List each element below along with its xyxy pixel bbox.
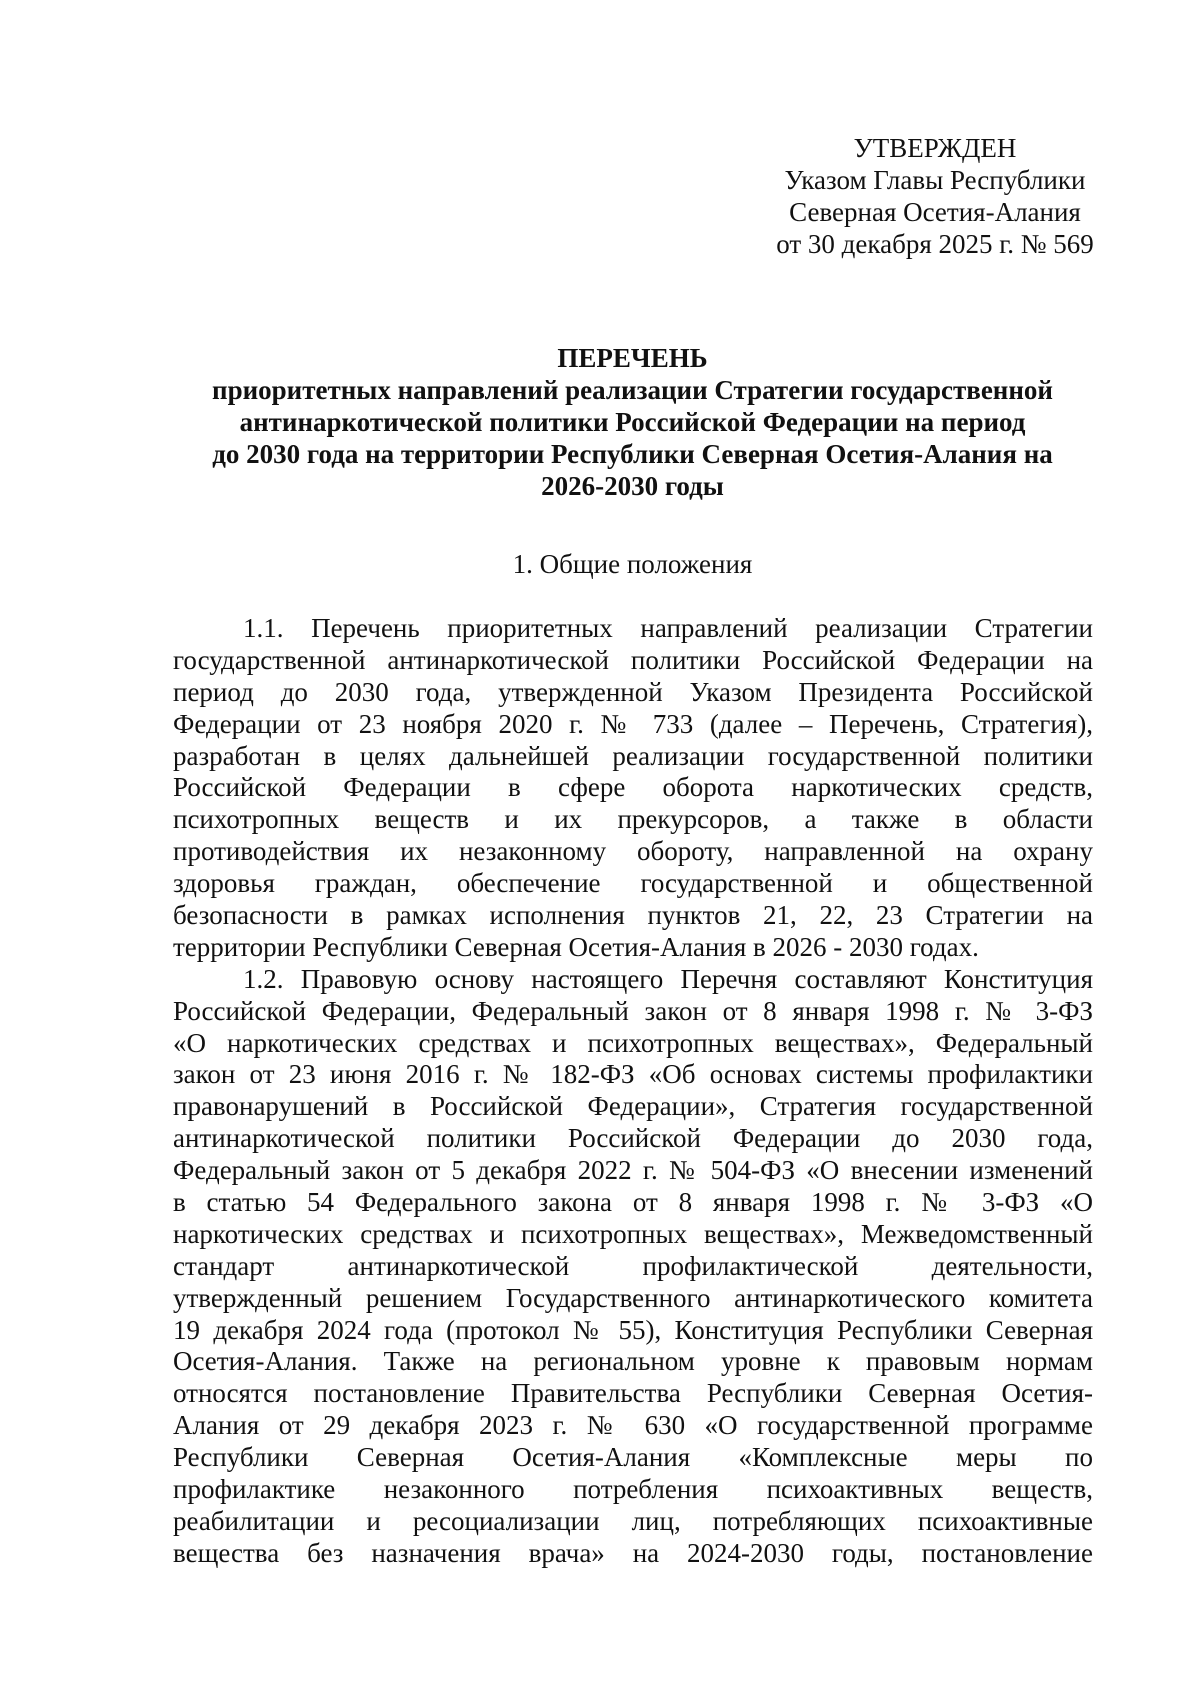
paragraph-1-2: [173, 964, 1093, 1570]
text-line: 1.1. Перечень приоритетных направлений реализации Стратегии: [243, 613, 1093, 643]
text-line: безопасности в рамках исполнения пунктов 21, 22, 23 Стратегии на: [173, 900, 1093, 931]
approval-stamp-block: [775, 132, 1095, 260]
text-line: государственной антинаркотической политики Российской Федерации на: [173, 644, 1093, 675]
approval-line: от 30 декабря 2025 г. № 569: [776, 229, 1094, 259]
text-line: период до 2030 года, утвержденной Указом Президента Российской: [173, 676, 1093, 707]
text-line: Федерации от 23 ноября 2020 г. № 733 (далее – Перечень, Стратегия),: [173, 708, 1093, 739]
text-line: Федеральный закон от 5 декабря 2022 г. № 504-ФЗ «О внесении изменений: [173, 1155, 1093, 1186]
text-line: психотропных веществ и их прекурсоров, а также в области: [173, 804, 1093, 835]
text-line: относятся постановление Правительства Республики Северная Осетия-: [173, 1378, 1093, 1409]
text-line: профилактике незаконного потребления психоактивных веществ,: [173, 1474, 1093, 1505]
text-line: Алания от 29 декабря 2023 г. № 630 «О государственной программе: [173, 1410, 1093, 1441]
text-line: разработан в целях дальнейшей реализации государственной политики: [173, 740, 1093, 771]
title-heading: ПЕРЕЧЕНЬ: [557, 343, 708, 373]
text-line: «О наркотических средствах и психотропных веществах», Федеральный: [173, 1027, 1093, 1058]
text-line: Республики Северная Осетия-Алания «Комплексные меры по: [173, 1442, 1093, 1473]
text-line: Российской Федерации в сфере оборота наркотических средств,: [173, 772, 1093, 803]
text-line: закон от 23 июня 2016 г. № 182-ФЗ «Об основах системы профилактики: [173, 1059, 1093, 1090]
text-line: антинаркотической политики Российской Федерации до 2030 года,: [173, 1123, 1093, 1154]
text-line: территории Республики Северная Осетия-Алания в 2026 - 2030 годах.: [173, 931, 979, 962]
document-title: [170, 342, 1095, 502]
text-line: вещества без назначения врача» на 2024-2030 годы, постановление: [173, 1537, 1093, 1568]
text-line: противодействия их незаконному обороту, направленной на охрану: [173, 836, 1093, 867]
text-line: реабилитации и ресоциализации лиц, потребляющих психоактивные: [173, 1505, 1093, 1536]
text-line: стандарт антинаркотической профилактической деятельности,: [173, 1250, 1093, 1281]
text-line: в статью 54 Федерального закона от 8 января 1998 г. № 3-ФЗ «О: [173, 1187, 1093, 1218]
title-line: антинаркотической политики Российской Федерации на период: [239, 407, 1026, 437]
paragraph-1-1: [173, 613, 1093, 964]
text-line: правонарушений в Российской Федерации», Стратегия государственной: [173, 1091, 1093, 1122]
approval-line: УТВЕРЖДЕН: [853, 133, 1017, 163]
text-line: Российской Федерации, Федеральный закон от 8 января 1998 г. № 3-ФЗ: [173, 995, 1093, 1026]
title-line: приоритетных направлений реализации Стратегии государственной: [212, 375, 1053, 405]
title-line: до 2030 года на территории Республики Северная Осетия-Алания на: [212, 439, 1053, 469]
approval-line: Северная Осетия-Алания: [789, 197, 1081, 227]
approval-line: Указом Главы Республики: [784, 165, 1086, 195]
text-line: 1.2. Правовую основу настоящего Перечня составляют Конституция: [243, 963, 1093, 994]
text-line: утвержденный решением Государственного антинаркотического комитета: [173, 1282, 1093, 1313]
text-line: Осетия-Алания. Также на региональном уровне к правовым нормам: [173, 1346, 1093, 1377]
text-line: наркотических средствах и психотропных веществах», Межведомственный: [173, 1218, 1093, 1249]
body-text: [173, 613, 1093, 1570]
title-line: 2026-2030 годы: [541, 471, 724, 501]
text-line: здоровья граждан, обеспечение государственной и общественной: [173, 868, 1093, 899]
text-line: 19 декабря 2024 года (протокол № 55), Конституция Республики Северная: [173, 1314, 1093, 1345]
section-heading: 1. Общие положения: [512, 549, 753, 579]
